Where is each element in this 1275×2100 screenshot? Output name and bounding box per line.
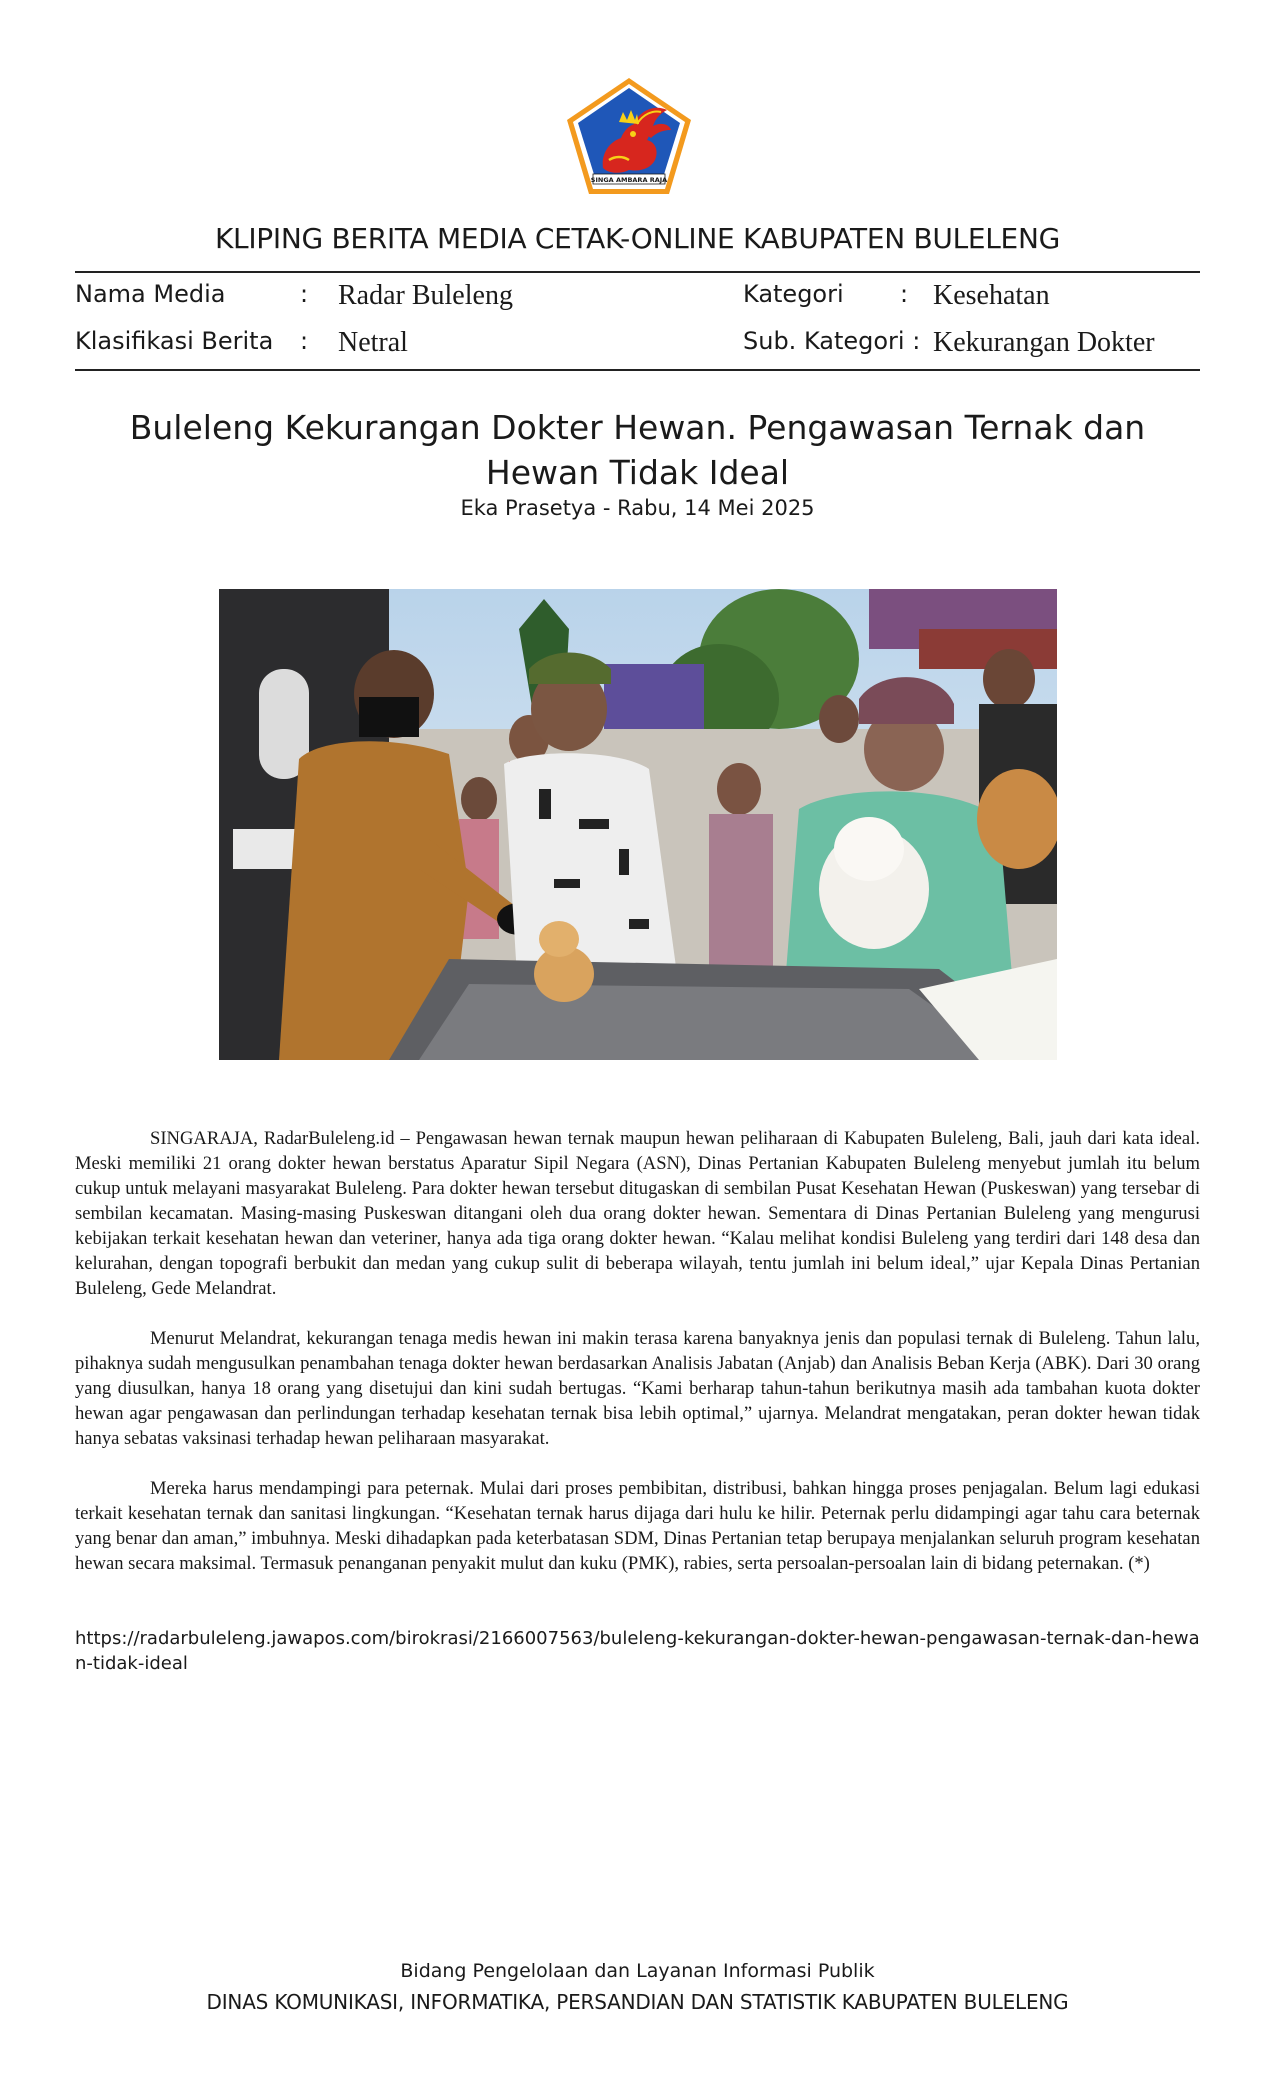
top-divider (75, 271, 1200, 273)
logo-motto: SINGA AMBARA RAJA (590, 176, 668, 184)
bottom-divider (75, 369, 1200, 371)
article-paragraph: SINGARAJA, RadarBuleleng.id – Pengawasan hewan ternak maupun hewan peliharaan di Kabupaten Buleleng, Bali, jauh dari kata ideal. Meski memiliki 21 orang dokter hewan berstatus Aparatur Sipil Negara (ASN), Dinas Pertanian Kabupaten Buleleng menyebut jumlah itu belum cukup untuk melayani masyarakat Buleleng. Para dokter hewan tersebut ditugaskan di sembilan Pusat Kesehatan Hewan (Puskeswan) yang tersebar di sembilan kecamatan. Masing-masing Puskeswan ditangani oleh dua orang dokter hewan. Sementara di Dinas Pertanian Buleleng yang mengurusi kebijakan terkait kesehatan hewan dan veteriner, hanya ada tiga orang dokter hewan. “Kalau melihat kondisi Buleleng yang terdiri dari 148 desa dan kelurahan, dengan topografi berbukit dan medan yang cukup sulit di beberapa wilayah, tentu jumlah ini belum ideal,” ujar Kepala Dinas Pertanian Buleleng, Gede Melandrat. (75, 1128, 1200, 1299)
source-link[interactable]: https://radarbuleleng.jawapos.com/birokrasi/2166007563/buleleng-kekurangan-dokter-hewan-pengawasan-ternak-dan-hewan-tidak-ideal (75, 1628, 1200, 1674)
meta-separator: : (300, 327, 309, 355)
regency-logo (563, 76, 695, 198)
klasifikasi-value: Netral (338, 327, 408, 358)
document-title: KLIPING BERITA MEDIA CETAK-ONLINE KABUPATEN BULELENG (214, 222, 1060, 255)
footer-agency: DINAS KOMUNIKASI, INFORMATIKA, PERSANDIAN DAN STATISTIK KABUPATEN BULELENG (206, 1990, 1069, 2014)
article-body (75, 1126, 1200, 1601)
footer-division: Bidang Pengelolaan dan Layanan Informasi Publik (400, 1960, 875, 1982)
meta-separator: : (900, 280, 909, 308)
article-paragraph: Mereka harus mendampingi para peternak. Mulai dari proses pembibitan, distribusi, bahkan hingga proses penjagalan. Belum lagi edukasi terkait kesehatan ternak dan sanitasi lingkungan. “Kesehatan ternak harus dijaga dari hulu ke hilir. Peternak perlu didampingi agar tahu cara beternak yang benar dan aman,” imbuhnya. Meski dihadapkan pada keterbatasan SDM, Dinas Pertanian tetap berupaya menjalankan seluruh program kesehatan hewan secara maksimal. Termasuk penanganan penyakit mulut dan kuku (PMK), rabies, serta persoalan-persoalan lain di bidang peternakan. (*) (75, 1478, 1200, 1574)
sub-kategori-value: Kekurangan Dokter (933, 327, 1155, 358)
article-photo (219, 589, 1057, 1060)
kategori-label: Kategori (743, 280, 844, 308)
kategori-value: Kesehatan (933, 280, 1050, 311)
nama-media-value: Radar Buleleng (338, 280, 513, 311)
winged-lion-emblem-icon (563, 76, 695, 198)
sub-kategori-label: Sub. Kategori : (743, 327, 921, 355)
klasifikasi-label: Klasifikasi Berita (75, 327, 274, 355)
vet-vaccinating-dog-photo (219, 589, 1057, 1060)
meta-separator: : (300, 280, 309, 308)
article-headline: Buleleng Kekurangan Dokter Hewan. Pengawasan Ternak dan Hewan Tidak Ideal (129, 408, 1146, 492)
nama-media-label: Nama Media (75, 280, 226, 308)
article-byline: Eka Prasetya - Rabu, 14 Mei 2025 (460, 496, 815, 520)
article-paragraph: Menurut Melandrat, kekurangan tenaga medis hewan ini makin terasa karena banyaknya jenis dan populasi ternak di Buleleng. Tahun lalu, pihaknya sudah mengusulkan penambahan tenaga dokter hewan berdasarkan Analisis Jabatan (Anjab) dan Analisis Beban Kerja (ABK). Dari 30 orang yang diusulkan, hanya 18 orang yang disetujui dan kini sudah bertugas. “Kami berharap tahun-tahun berikutnya masih ada tambahan kuota dokter hewan agar pengawasan dan perlindungan terhadap kesehatan ternak bisa lebih optimal,” ujarnya. Melandrat mengatakan, peran dokter hewan tidak hanya sebatas vaksinasi terhadap hewan peliharaan masyarakat. (75, 1328, 1200, 1449)
